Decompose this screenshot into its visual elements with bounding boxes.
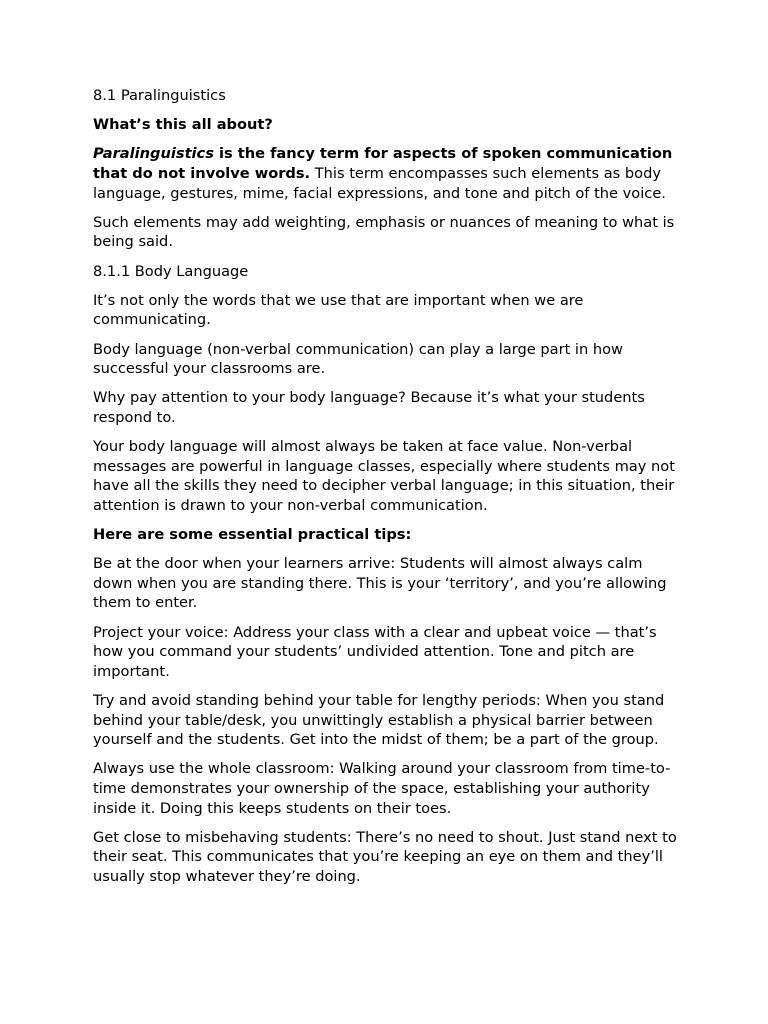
document-page (93, 86, 683, 896)
paragraph-why: Why pay attention to your body language? Because it’s what your students respond to. (93, 389, 645, 426)
paragraph-words: It’s not only the words that we use that are important when we are communicating. (93, 291, 584, 329)
paragraph-body-language: Body language (non-verbal communication) can play a large part in how successful your classrooms are. (93, 340, 623, 378)
intro-definition: is the fancy term for aspects of spoken communication that do not involve words. (93, 145, 673, 182)
paragraph-face-value: Your body language will almost always be taken at face value. Non-verbal messages are powerful in language classes, especially where students may not have all the skills they need to decipher verbal language; in this situation, their attention is drawn to your non-verbal communication. (93, 438, 675, 514)
paragraph-weighting: Such elements may add weighting, emphasis or nuances of meaning to what is being said. (93, 213, 675, 251)
tip-paragraph: Project your voice: Address your class with a clear and upbeat voice — that’s how you command your students’ undivided attention. Tone and pitch are important. (93, 623, 657, 680)
tips-heading: Here are some essential practical tips: (93, 526, 412, 544)
question-heading: What’s this all about? (93, 116, 273, 134)
tip-paragraph: Get close to misbehaving students: There’s no need to shout. Just stand next to their seat. This communicates that you’re keeping an eye on them and they’ll usually stop whatever they’re doing. (93, 828, 677, 885)
section-heading: 8.1 Paralinguistics (93, 87, 226, 104)
subsection-heading: 8.1.1 Body Language (93, 262, 249, 280)
intro-term: Paralinguistics (93, 145, 214, 163)
tip-paragraph: Always use the whole classroom: Walking around your classroom from time-to-time demonstrates your ownership of the space, establishing your authority inside it. Doing this keeps students on their toes. (93, 760, 671, 817)
intro-paragraph (93, 144, 683, 203)
intro-description: This term encompasses such elements as body language, gestures, mime, facial expressions, and tone and pitch of the voice. (93, 164, 666, 202)
tip-paragraph: Try and avoid standing behind your table for lengthy periods: When you stand behind your table/desk, you unwittingly establish a physical barrier between yourself and the students. Get into the midst of them; be a part of the group. (93, 691, 665, 749)
tip-paragraph: Be at the door when your learners arrive: Students will almost always calm down when you are standing there. This is your ‘territory’, and you’re allowing them to enter. (93, 555, 667, 612)
